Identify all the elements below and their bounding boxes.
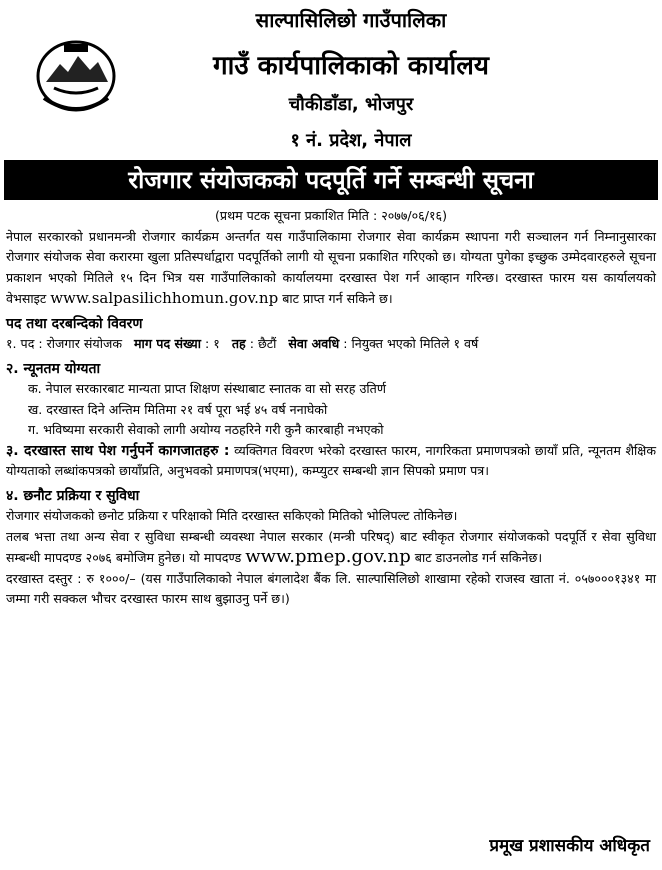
qualification-item: ग. भविष्यमा सरकारी सेवाको लागी अयोग्य नठहरिने गरी कुनै कारबाही नभएको: [28, 422, 384, 437]
documents-heading: ३. दरखास्त साथ पेश गर्नुपर्ने कागजातहरु :: [6, 442, 230, 459]
publish-date: (प्रथम पटक सूचना प्रकाशित मिति : २०७७/०६/१६): [215, 208, 447, 223]
process-paragraph-1: रोजगार संयोजकको छनोट प्रक्रिया र परिक्षाको मिति दरखास्त सकिएको मितिको भोलिपल्ट तोकिनेछ।: [6, 508, 458, 523]
post-count-label: माग पद संख्या: [134, 336, 201, 351]
province-name: १ नं. प्रदेश, नेपाल: [290, 130, 412, 151]
office-name: गाउँ कार्यपालिकाको कार्यालय: [213, 51, 489, 81]
office-address: चौकीडाँडा, भोजपुर: [288, 94, 414, 115]
intro-text: नेपाल सरकारको प्रधानमन्त्री रोजगार कार्यक्रम अन्तर्गत यस गाउँपालिकामा रोजगार सेवा कार्यक्रम स्थापना गरी सञ्चालन गर्न निम्नानुसारका रोजगार संयोजक सेवा करारमा खुला प्रतिस्पर्धाद्वारा पदपूर्तिको लागी यो सूचना प्रकाशित गरिएको छ। योग्यता पुगेका इच्छुक उम्मेदवारहरुले सूचना प्रकाशन भएको मितिले १५ दिन भित्र यस गाउँपालिकाको कार्यालयमा दरखास्त पेश गर्न आव्हान गरिन्छ। दरखास्त फारम यस कार्यालयको वेभसाइट: [6, 228, 656, 306]
post-level-value: : छैटौं: [249, 336, 277, 351]
process-text: तलब भत्ता तथा अन्य सेवा र सुविधा सम्बन्धी व्यवस्था नेपाल सरकार (मन्त्री परिषद्) बाट स्वीकृत रोजगार संयोजकको पदपूर्ति र सेवा सुविधा सम्बन्धी मापदण्ड २०७६ बमोजिम हुनेछ। यो मापदण्ड: [6, 528, 656, 565]
post-details-row: [6, 334, 656, 355]
office-header: [0, 0, 662, 158]
post-term-value: : नियुक्त भएको मितिले १ वर्ष: [343, 336, 479, 351]
municipality-name: साल्पासिलिछो गाउँपालिका: [255, 8, 447, 32]
post-count-value: : १: [205, 336, 220, 351]
process-paragraph-2: [6, 527, 656, 569]
documents-paragraph: [6, 441, 656, 482]
pmep-website-link[interactable]: www.pmep.gov.np: [245, 546, 411, 567]
application-fee: दरखास्त दस्तुर : रु १०००/– (यस गाउँपालिकाको नेपाल बंगलादेश बैंक लि. साल्पासिलिछो शाखामा रहेको राजस्व खाता नं. ०५७०००१३४१ मा जम्मा गरी सक्कल भौचर दरखास्त फारम साथ बुझाउनु पर्ने छ।): [6, 570, 656, 606]
qualification-heading: २. न्यूनतम योग्यता: [6, 360, 101, 377]
intro-tail: बाट प्राप्त गर्न सकिने छ।: [282, 291, 393, 306]
post-section-heading: पद तथा दरबन्दिको विवरण: [6, 315, 143, 332]
process-heading: ४. छनौट प्रक्रिया र सुविधा: [6, 487, 140, 504]
website-link[interactable]: www.salpasilichhomun.gov.np: [50, 289, 279, 307]
notice-body: [6, 206, 656, 610]
documents-text: व्यक्तिगत विवरण भरेको दरखास्त फारम, नागरिकता प्रमाणपत्रको छायाँ प्रति, न्यूनतम शैक्षिक योग्यताको लब्धांकपत्रको छायाँप्रति, अनुभवको प्रमाणपत्र(भएमा), कम्प्युटर सम्बन्धी ज्ञान सिपको प्रमाण पत्र।: [6, 442, 656, 478]
notice-title-banner: रोजगार संयोजकको पदपूर्ति गर्ने सम्बन्धी सूचना: [4, 160, 658, 200]
qualification-item: क. नेपाल सरकारबाट मान्यता प्राप्त शिक्षण संस्थाबाट स्नातक वा सो सरह उतिर्ण: [28, 381, 386, 396]
qualification-item: ख. दरखास्त दिने अन्तिम मितिमा २१ वर्ष पूरा भई ४५ वर्ष ननाघेको: [28, 401, 328, 417]
post-name: १. पद : रोजगार संयोजक: [6, 336, 123, 351]
intro-paragraph: [6, 227, 656, 310]
signatory-title: प्रमूख प्रशासकीय अधिकृत: [489, 836, 650, 856]
post-level-label: तह: [231, 336, 246, 351]
process-tail: बाट डाउनलोड गर्न सकिनेछ।: [414, 550, 543, 565]
post-term-label: सेवा अवधि: [288, 336, 340, 351]
